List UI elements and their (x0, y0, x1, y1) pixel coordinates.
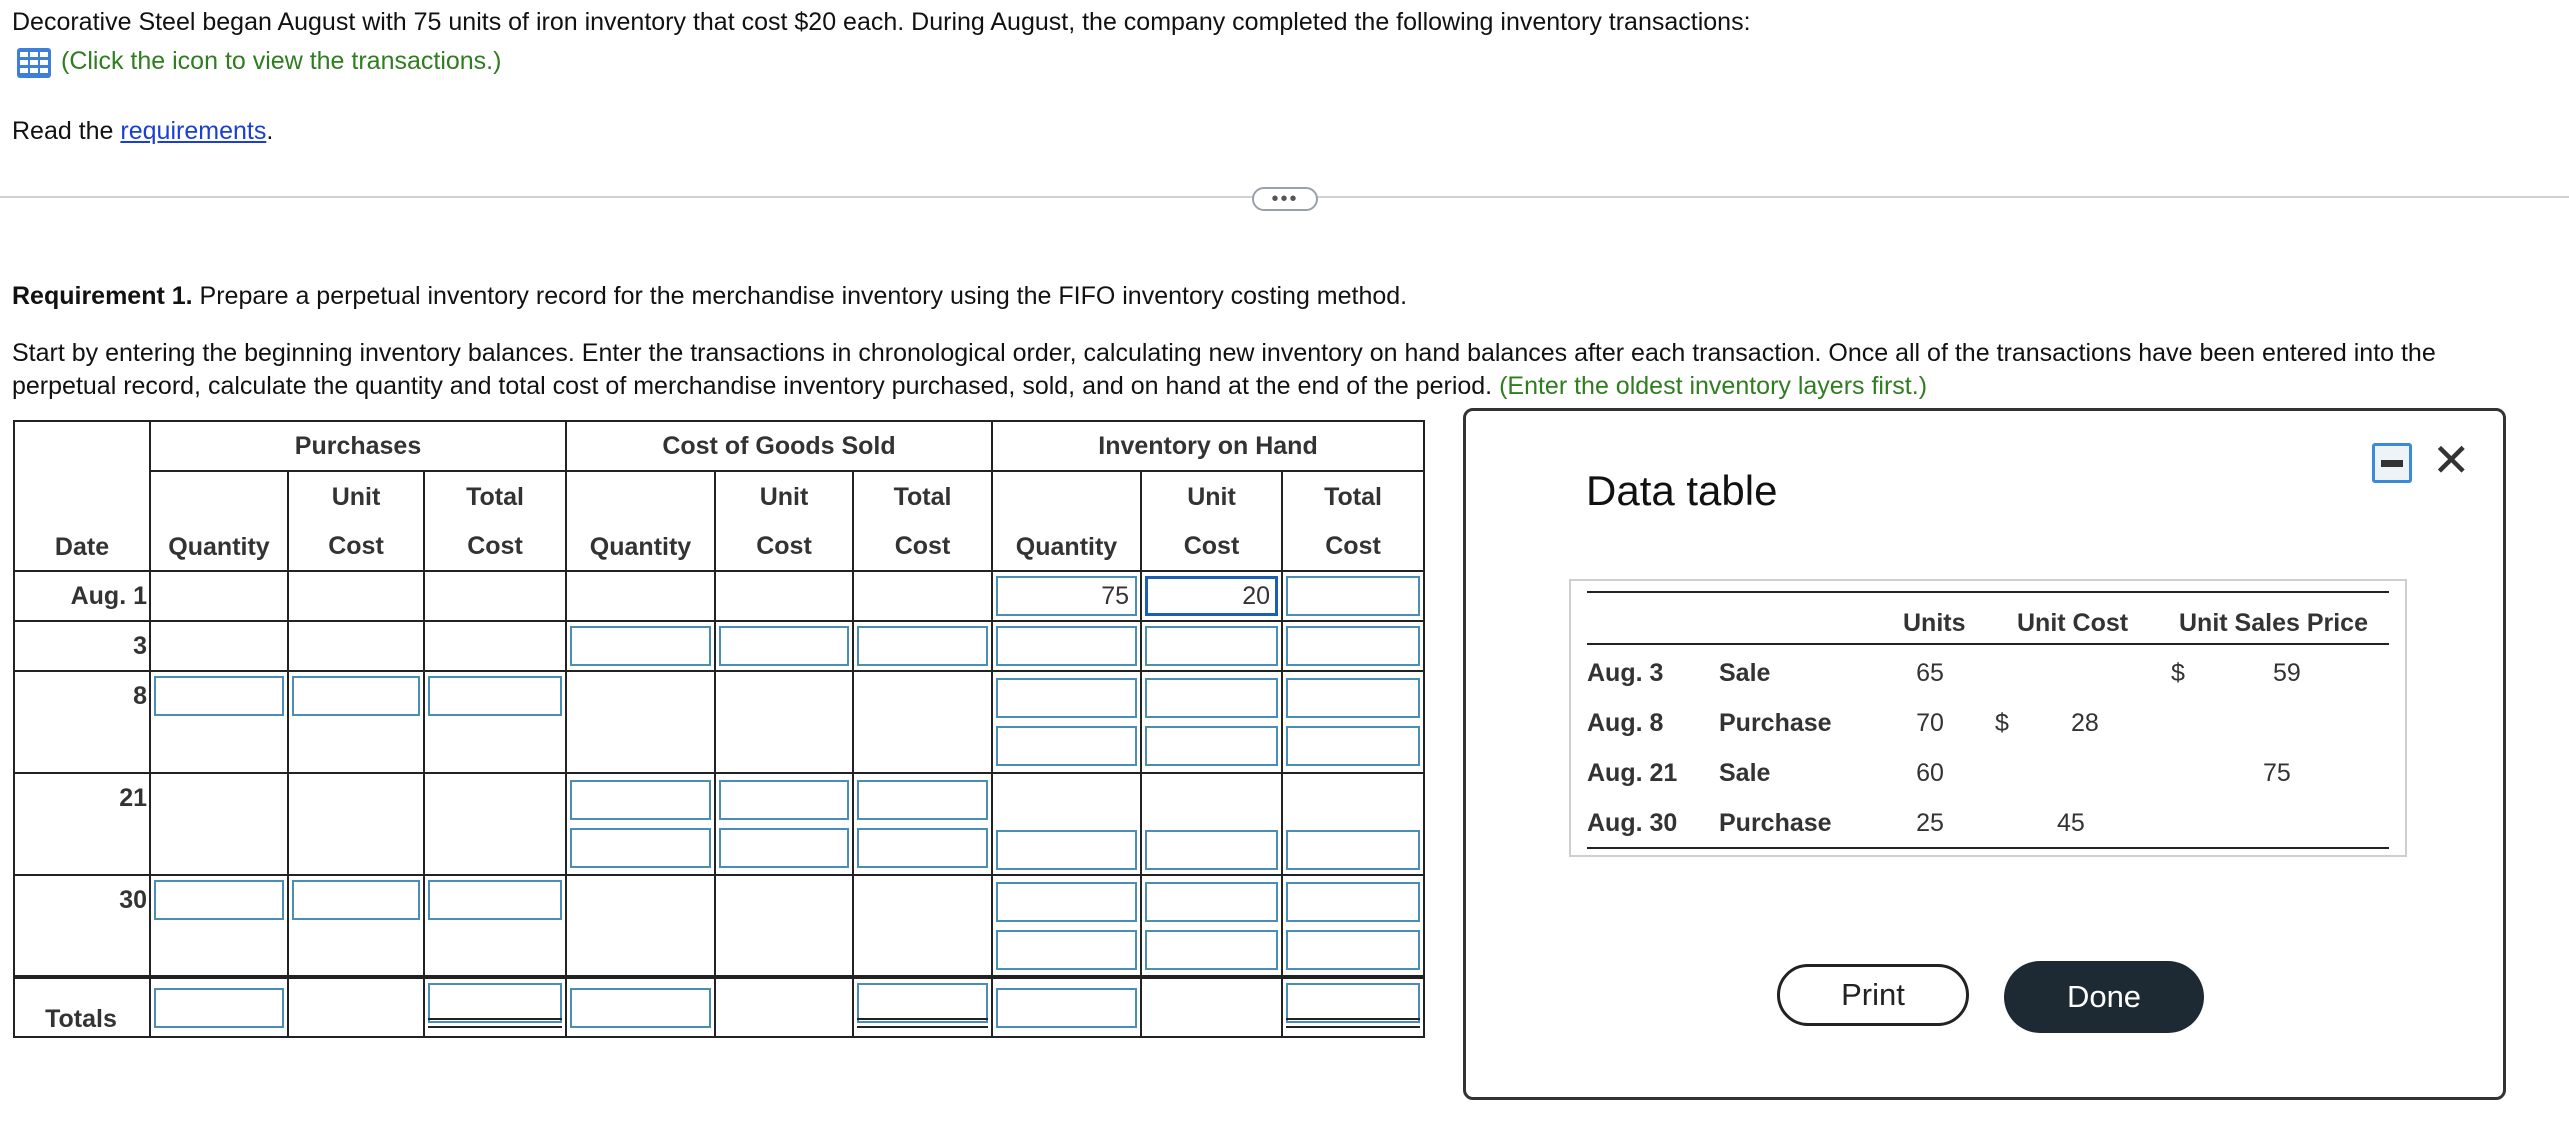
cogs-quantity-header: Quantity (566, 471, 715, 571)
aug21-cogs-unit-cost-2[interactable] (719, 828, 849, 868)
aug8-onhand-unit-cost-1[interactable] (1145, 678, 1278, 718)
aug8-onhand-quantity-2[interactable] (996, 726, 1137, 766)
purchases-total-cost-header: Cost (424, 522, 566, 571)
double-underline (857, 1018, 988, 1028)
dialog-title: Data table (1586, 467, 1778, 514)
cogs-unit-cost-header: Cost (715, 522, 853, 571)
aug30-purchase-total-cost[interactable] (428, 880, 562, 920)
aug1-onhand-unit-cost[interactable] (1145, 576, 1278, 616)
totals-row (14, 977, 1424, 1037)
aug3-cogs-unit-cost[interactable] (719, 626, 849, 666)
date-8: 8 (14, 671, 150, 773)
date-21: 21 (14, 773, 150, 875)
aug21-onhand-quantity[interactable] (996, 830, 1137, 870)
instructions-line-2 (12, 370, 1927, 403)
onhand-unit-header: Unit (1141, 471, 1282, 522)
row-type: Purchase (1719, 809, 1832, 837)
total-purchases-quantity[interactable] (154, 988, 284, 1028)
purchases-unit-header: Unit (288, 471, 424, 522)
read-suffix: . (266, 117, 274, 145)
purchases-unit-cost-header: Cost (288, 522, 424, 571)
cogs-header: Cost of Goods Sold (566, 421, 992, 471)
aug30-onhand-quantity-2[interactable] (996, 930, 1137, 970)
row-date: Aug. 8 (1587, 709, 1664, 737)
purchases-header: Purchases (150, 421, 566, 471)
purchases-quantity-header: Quantity (150, 471, 288, 571)
row-date: Aug. 30 (1587, 809, 1678, 837)
aug30-onhand-unit-cost-2[interactable] (1145, 930, 1278, 970)
intro-sentence: Decorative Steel began August with 75 units of iron inventory that cost $20 each. During August, the company completed the following inventory transactions: (12, 8, 1751, 36)
inventory-on-hand-header: Inventory on Hand (992, 421, 1424, 471)
close-icon[interactable]: ✕ (2432, 434, 2471, 486)
read-prefix: Read the (12, 117, 121, 145)
print-button[interactable]: Print (1777, 964, 1969, 1026)
row-unit-cost: 45 (2057, 809, 2085, 837)
icon-hint-text[interactable]: (Click the icon to view the transactions.) (61, 47, 502, 75)
row-units: 25 (1916, 809, 1944, 837)
aug21-onhand-total-cost[interactable] (1286, 830, 1420, 870)
data-table-dialog (1463, 408, 2506, 1100)
total-cogs-quantity[interactable] (570, 988, 711, 1028)
table-row (14, 773, 1424, 875)
table-row (14, 875, 1424, 977)
row-type: Sale (1719, 759, 1771, 787)
aug1-onhand-total-cost[interactable] (1286, 576, 1420, 616)
table-row (14, 571, 1424, 621)
row-price: 59 (2273, 659, 2301, 687)
oldest-layers-hint: (Enter the oldest inventory layers first.) (1499, 372, 1928, 400)
aug8-purchase-unit-cost[interactable] (292, 676, 420, 716)
table-row (14, 621, 1424, 671)
unit-sales-price-header: Unit Sales Price (2179, 609, 2368, 637)
done-button[interactable]: Done (2004, 961, 2204, 1033)
aug21-cogs-total-cost-1[interactable] (857, 780, 988, 820)
cogs-total-cost-header: Cost (853, 522, 992, 571)
requirement-1-line (12, 280, 1407, 313)
aug3-cogs-total-cost[interactable] (857, 626, 988, 666)
expand-ellipsis-button[interactable]: ••• (1252, 187, 1318, 211)
onhand-total-header: Total (1282, 471, 1424, 522)
requirement-text: Prepare a perpetual inventory record for the merchandise inventory using the FIFO inventory costing method. (192, 282, 1408, 310)
purchases-total-header: Total (424, 471, 566, 522)
minimize-icon[interactable] (2372, 443, 2412, 483)
aug1-onhand-quantity[interactable] (996, 576, 1137, 616)
aug21-cogs-quantity-1[interactable] (570, 780, 711, 820)
requirement-label: Requirement 1. (12, 282, 193, 310)
aug3-cogs-quantity[interactable] (570, 626, 711, 666)
total-onhand-cost[interactable] (1286, 983, 1420, 1023)
aug21-cogs-quantity-2[interactable] (570, 828, 711, 868)
aug8-purchase-quantity[interactable] (154, 676, 284, 716)
header-rule (1587, 643, 2389, 645)
instructions-text-2: perpetual record, calculate the quantity and total cost of merchandise inventory purchased, sold, and on hand at the end of the period. (12, 372, 1500, 400)
onhand-unit-cost-header: Cost (1141, 522, 1282, 571)
row-date: Aug. 21 (1587, 759, 1678, 787)
aug3-onhand-quantity[interactable] (996, 626, 1137, 666)
read-requirements-line (12, 115, 273, 148)
instructions-line-1: Start by entering the beginning inventory balances. Enter the transactions in chronological order, calculating new inventory on hand balances after each transaction. Once all of the transactions have been entered into the (12, 339, 2436, 367)
cogs-unit-header: Unit (715, 471, 853, 522)
row-price-sign: $ (2171, 659, 2185, 687)
perpetual-inventory-record (13, 420, 1425, 1038)
table-row (14, 671, 1424, 773)
aug3-onhand-total-cost[interactable] (1286, 626, 1420, 666)
aug8-onhand-unit-cost-2[interactable] (1145, 726, 1278, 766)
aug30-purchase-unit-cost[interactable] (292, 880, 420, 920)
bottom-rule (1587, 847, 2389, 849)
total-onhand-quantity[interactable] (996, 988, 1137, 1028)
aug8-onhand-total-cost-1[interactable] (1286, 678, 1420, 718)
row-units: 60 (1916, 759, 1944, 787)
row-units: 70 (1916, 709, 1944, 737)
requirements-link[interactable]: requirements (120, 117, 267, 145)
row-units: 65 (1916, 659, 1944, 687)
total-cogs-cost[interactable] (857, 983, 988, 1023)
transactions-data-table (1569, 579, 2407, 857)
aug30-purchase-quantity[interactable] (154, 880, 284, 920)
row-type: Purchase (1719, 709, 1832, 737)
aug30-onhand-unit-cost-1[interactable] (1145, 882, 1278, 922)
aug21-cogs-unit-cost-1[interactable] (719, 780, 849, 820)
unit-cost-header: Unit Cost (2017, 609, 2129, 637)
transactions-table-icon[interactable] (16, 47, 52, 84)
aug21-cogs-total-cost-2[interactable] (857, 828, 988, 868)
row-unit-cost: 28 (2071, 709, 2099, 737)
aug30-onhand-total-cost-1[interactable] (1286, 882, 1420, 922)
row-price: 75 (2263, 759, 2291, 787)
double-underline (428, 1018, 562, 1028)
row-date: Aug. 3 (1587, 659, 1664, 687)
aug30-onhand-quantity-1[interactable] (996, 882, 1137, 922)
date-header-blank (14, 421, 150, 471)
date-30: 30 (14, 875, 150, 977)
total-purchases-cost[interactable] (428, 983, 562, 1023)
aug21-onhand-unit-cost[interactable] (1145, 830, 1278, 870)
aug8-onhand-quantity-1[interactable] (996, 678, 1137, 718)
aug8-purchase-total-cost[interactable] (428, 676, 562, 716)
aug8-onhand-total-cost-2[interactable] (1286, 726, 1420, 766)
aug30-onhand-total-cost-2[interactable] (1286, 930, 1420, 970)
date-header: Date (14, 471, 150, 571)
date-3: 3 (14, 621, 150, 671)
aug3-onhand-unit-cost[interactable] (1145, 626, 1278, 666)
row-cost-sign: $ (1995, 709, 2009, 737)
date-aug-1: Aug. 1 (14, 571, 150, 621)
totals-label: Totals (14, 977, 150, 1037)
row-type: Sale (1719, 659, 1771, 687)
onhand-quantity-header: Quantity (992, 471, 1141, 571)
top-rule (1587, 591, 2389, 593)
double-underline (1286, 1018, 1420, 1028)
onhand-total-cost-header: Cost (1282, 522, 1424, 571)
units-header: Units (1903, 609, 1966, 637)
cogs-total-header: Total (853, 471, 992, 522)
